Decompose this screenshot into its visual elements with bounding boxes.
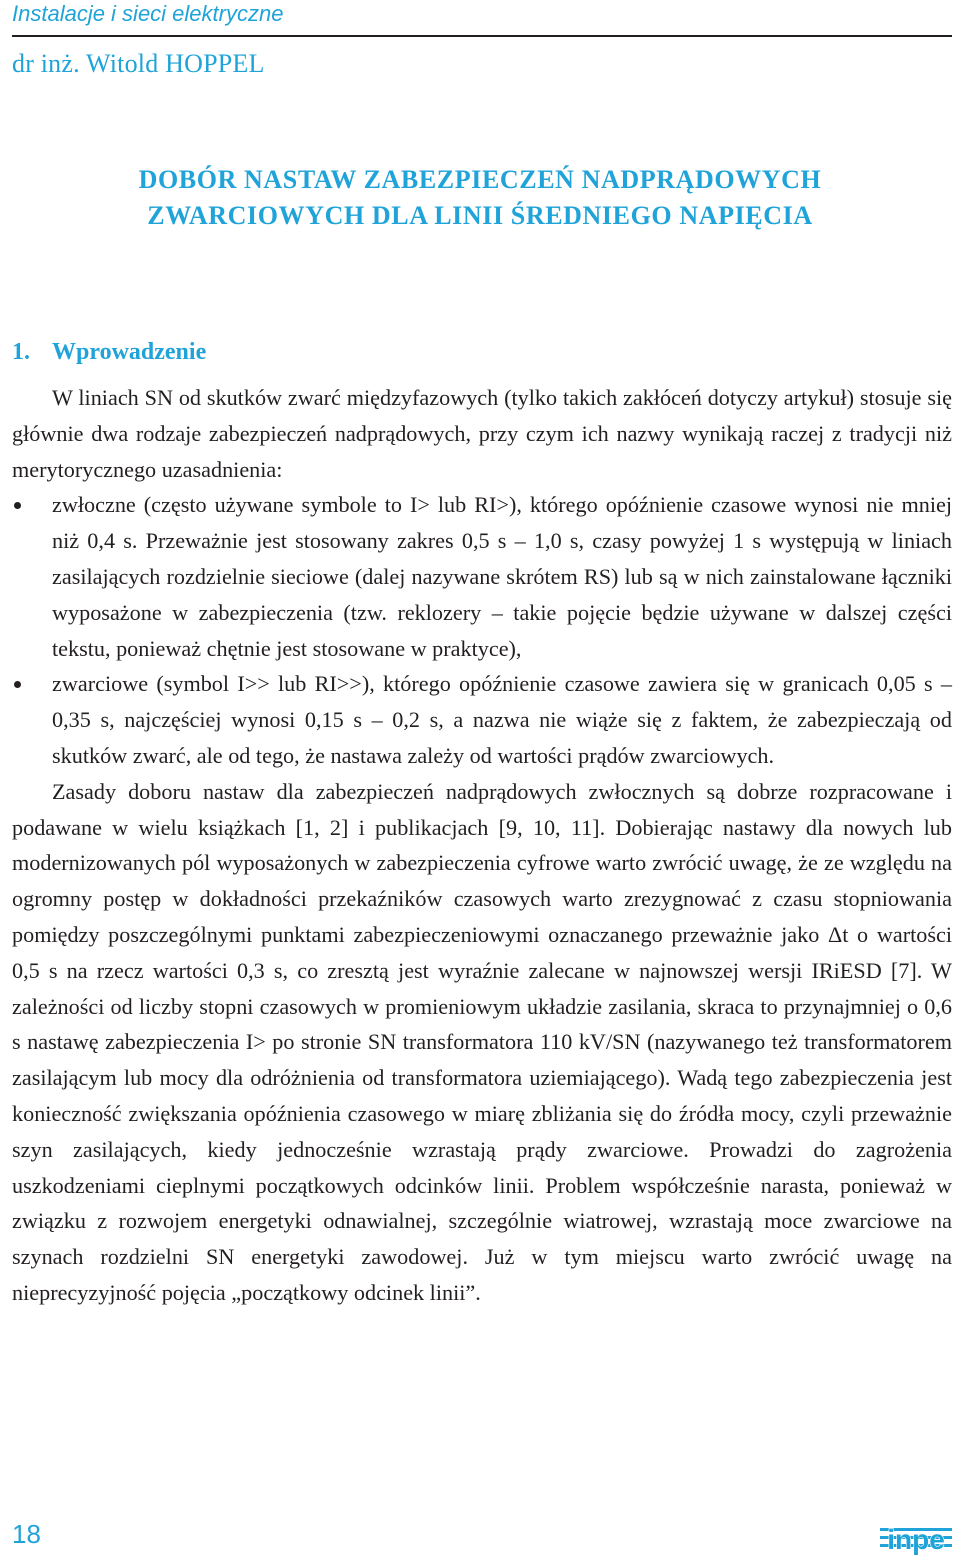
author-name: dr inż. Witold HOPPEL [12,49,265,78]
journal-title: Instalacje i sieci elektryczne [12,1,284,26]
title-line-1: DOBÓR NASTAW ZABEZPIECZEŃ NADPRĄDOWYCH [138,165,822,194]
bullet-icon [14,681,21,688]
article-title [0,162,960,234]
list-item [12,666,952,773]
logo-text: inpe [887,1524,945,1555]
list-item-text: zwarciowe (symbol I>> lub RI>>), którego opóźnienie czasowe zawiera się w granicach 0,05 s – 0,35 s, najczęściej wynosi 0,15 s – 0,2 s, a nazwa nie wiąże się z faktem, że zabezpieczają od skutków zwarć, ale od tego, że nastawa zależy od wartości prądów zwarciowych. [52,671,952,768]
section-heading [12,339,206,366]
inpe-logo-icon [880,1520,952,1558]
intro-paragraph: W liniach SN od skutków zwarć międzyfazowych (tylko takich zakłóceń dotyczy artykuł) stosuje się głównie dwa rodzaje zabezpieczeń nadprądowych, przy czym ich nazwy wynikają raczej z tradycji niż merytorycznego uzasadnienia: [12,385,952,482]
section-number: 1. [12,339,30,365]
title-line-2: ZWARCIOWYCH DLA LINII ŚREDNIEGO NAPIĘCIA [147,201,813,230]
article-body [12,380,952,1311]
body-paragraph: Zasady doboru nastaw dla zabezpieczeń nadprądowych zwłocznych są dobrze rozpracowane i podawane w wielu książkach [1, 2] i publikacjach [9, 10, 11]. Dobierając nastawy dla nowych lub modernizowanych pól wyposażonych w zabezpieczenia cyfrowe warto zwrócić uwagę, że ze względu na ogromny postęp w dokładności przekaźników czasowych warto zrezygnować z czasu stopniowania pomiędzy poszczególnymi punktami zabezpieczeniowymi oznaczanego przeważnie jako Δt o wartości 0,5 s na rzecz wartości 0,3 s, co zresztą jest wyraźnie zalecane w najnowszej wersji IRiESD [7]. W zależności od liczby stopni czasowych w promieniowym układzie zasilania, skraca to przynajmniej o 0,6 s nastawę zabezpieczenia I> po stronie SN transformatora 110 kV/SN (nazywanego też transformatorem zasilającym lub mocy dla odróżnienia od transformatora uziemiającego). Wadą tego zabezpieczenia jest konieczność zwiększania opóźnienia czasowego w miarę zbliżania się do źródła mocy, czyli przeważnie szyn zasilających, kiedy jednocześnie wzrastają prądy zwarciowe. Prowadzi do zagrożenia uszkodzeniami cieplnymi początkowych odcinków linii. Problem współcześnie narasta, ponieważ w związku z rozwojem energetyki odnawialnej, szczególnie wiatrowej, wzrastają moce zwarciowe na szynach rozdzielni SN energetyki zawodowej. Już w tym miejscu warto zwrócić uwagę na nieprecyzyjność pojęcia „początkowy odcinek linii”. [12,778,952,1305]
bullet-list [12,487,952,773]
list-item-text: zwłoczne (często używane symbole to I> lub RI>), którego opóźnienie czasowe wynosi nie mniej niż 0,4 s. Przeważnie jest stosowany zakres 0,5 s – 1,0 s, czasy powyżej 1 s występują w liniach zasilających rozdzielnie sieciowe (dalej nazywane skrótem RS) lub są w nich zainstalowane łączniki wyposażone w zabezpieczenia (tzw. reklozery – takie pojęcie będzie używane w dalszej części tekstu, ponieważ chętnie jest stosowane w praktyce), [52,492,952,661]
bullet-icon [14,502,21,509]
section-title: Wprowadzenie [52,339,207,365]
page-number: 18 [12,1519,41,1549]
header-rule [12,35,952,37]
list-item [12,487,952,666]
